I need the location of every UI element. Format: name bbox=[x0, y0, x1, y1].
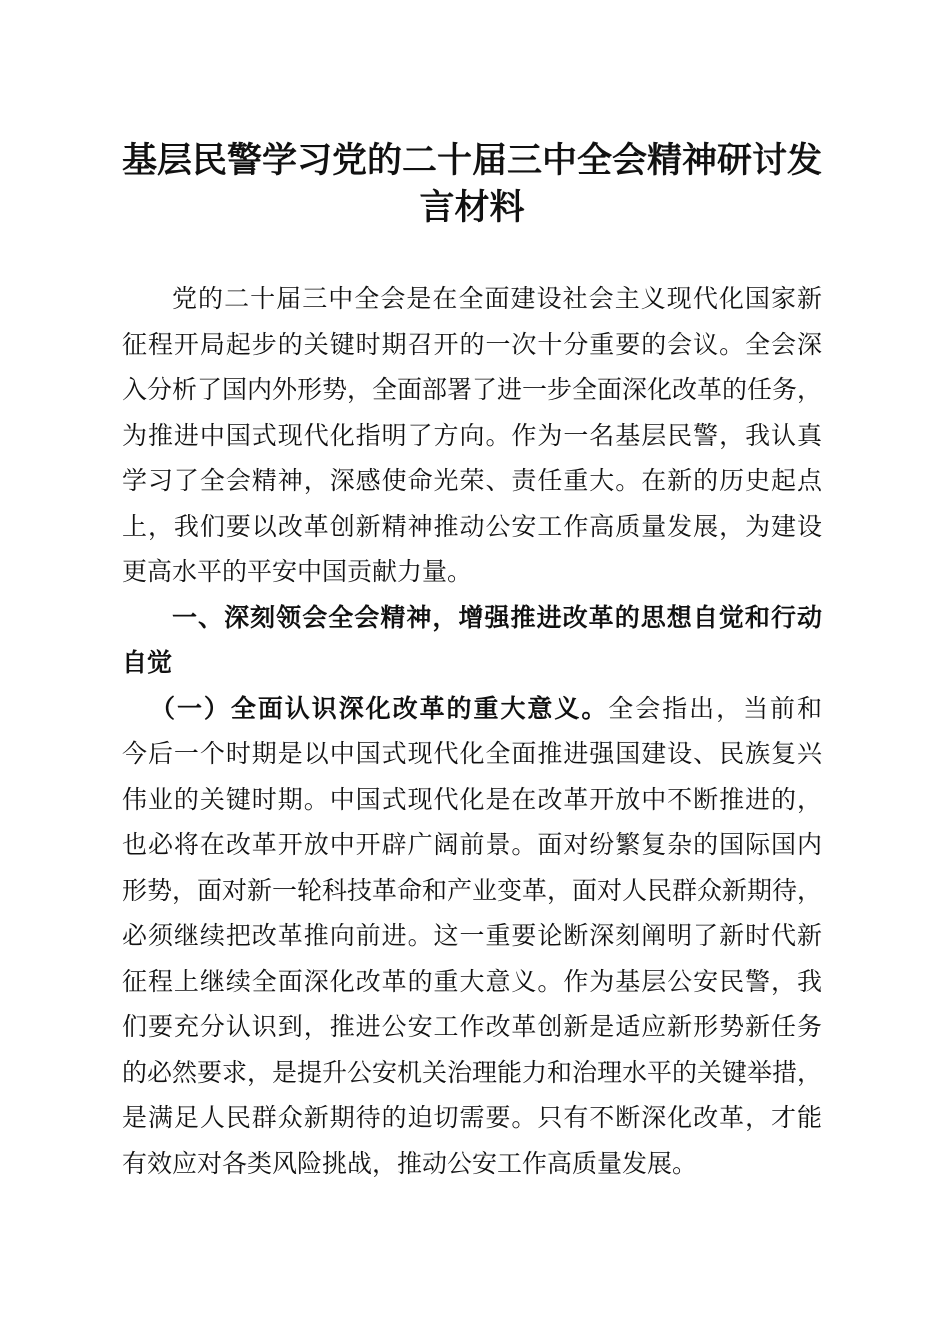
subsection-heading: （一）全面认识深化改革的重大意义。 bbox=[150, 693, 609, 723]
body-line: 今后一个时期是以中国式现代化全面推进强国建设、民族复兴 bbox=[122, 739, 822, 768]
document-title bbox=[122, 137, 822, 231]
title-line: 言材料 bbox=[419, 187, 525, 228]
body-line: 的必然要求，是提升公安机关治理能力和治理水平的关键举措， bbox=[122, 1057, 823, 1087]
body-line: 是满足人民群众新期待的迫切需要。只有不断深化改革，才能 bbox=[122, 1103, 822, 1132]
body-line: 也必将在改革开放中开辟广阔前景。面对纷繁复杂的国际国内 bbox=[122, 830, 822, 859]
section-heading: 自觉 bbox=[122, 648, 173, 677]
body-line: 们要充分认识到，推进公安工作改革创新是适应新形势新任务 bbox=[122, 1012, 822, 1041]
intro-line: 上，我们要以改革创新精神推动公安工作高质量发展，为建设 bbox=[122, 511, 822, 541]
body-line: 形势，面对新一轮科技革命和产业变革，面对人民群众新期待， bbox=[122, 875, 823, 905]
intro-line: 入分析了国内外形势，全面部署了进一步全面深化改革的任务， bbox=[122, 375, 823, 404]
subsection-first-line bbox=[122, 686, 822, 732]
section-heading: 一、深刻领会全会精神，增强推进改革的思想自觉和行动 bbox=[172, 602, 822, 632]
body-line: 必须继续把改革推向前进。这一重要论断深刻阐明了新时代新 bbox=[122, 921, 822, 950]
intro-line: 为推进中国式现代化指明了方向。作为一名基层民警，我认真 bbox=[122, 420, 822, 450]
intro-line: 党的二十届三中全会是在全面建设社会主义现代化国家新 bbox=[172, 284, 822, 313]
body-text: 全会指出，当前和 bbox=[608, 693, 822, 723]
intro-line: 更高水平的平安中国贡献力量。 bbox=[122, 557, 473, 586]
intro-line: 征程开局起步的关键时期召开的一次十分重要的会议。全会深 bbox=[122, 329, 822, 359]
intro-line: 学习了全会精神，深感使命光荣、责任重大。在新的历史起点 bbox=[122, 466, 822, 495]
body-line: 伟业的关键时期。中国式现代化是在改革开放中不断推进的， bbox=[122, 784, 822, 814]
document-body bbox=[122, 276, 822, 1186]
body-line: 征程上继续全面深化改革的重大意义。作为基层公安民警，我 bbox=[122, 966, 822, 996]
title-line: 基层民警学习党的二十届三中全会精神研讨发 bbox=[122, 140, 823, 181]
body-line: 有效应对各类风险挑战，推动公安工作高质量发展。 bbox=[122, 1148, 698, 1178]
